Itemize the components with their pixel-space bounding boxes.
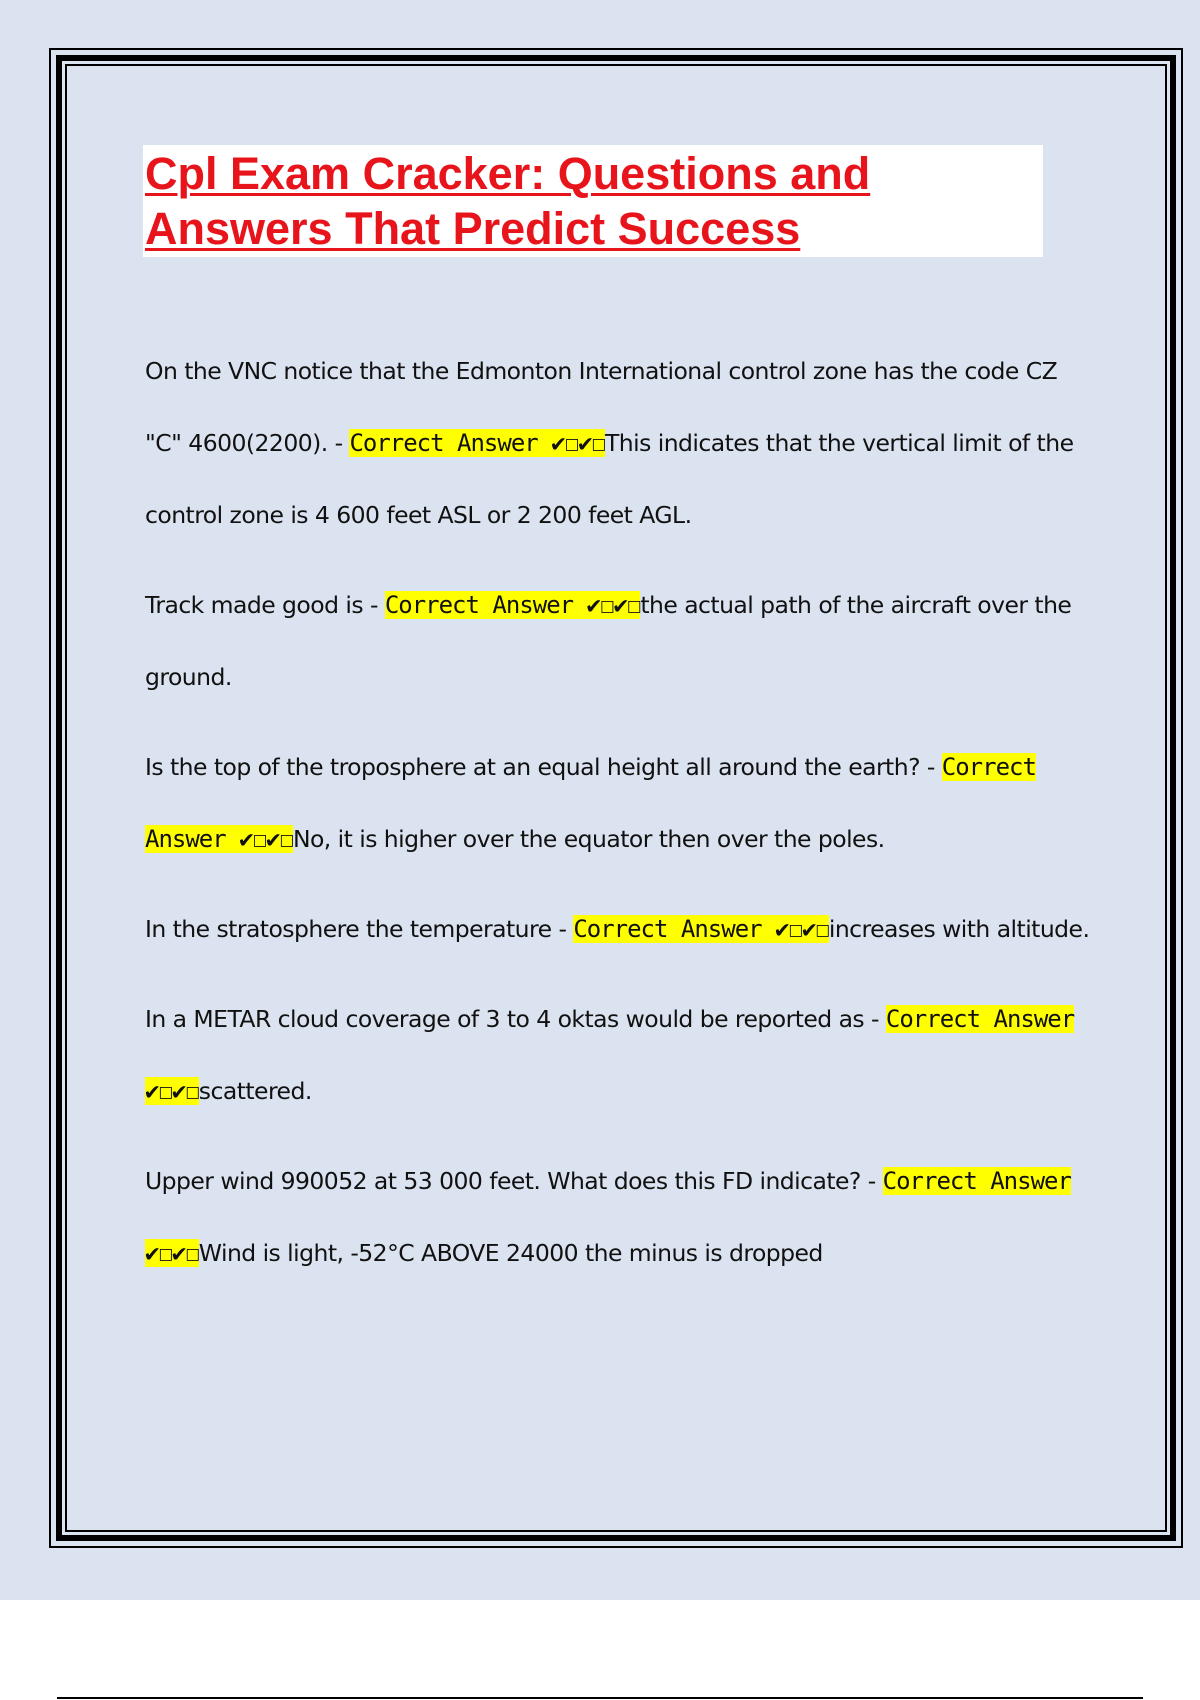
answer-text: the actual path of the aircraft over the ground. <box>145 591 1072 691</box>
question-text: Upper wind 990052 at 53 000 feet. What does this FD indicate? - <box>145 1167 883 1195</box>
answer-text: increases with altitude. <box>828 915 1090 943</box>
qa-item <box>145 893 1090 965</box>
question-text: On the VNC notice that the Edmonton International control zone has the code CZ "C" 4600(2200). - <box>145 357 1058 457</box>
qa-item <box>145 335 1090 551</box>
document-title: Cpl Exam Cracker: Questions and Answers That Predict Success <box>145 148 871 254</box>
answer-text: scattered. <box>198 1077 312 1105</box>
correct-answer-highlight: Correct Answer ✔☐✔☐ <box>145 1005 1075 1105</box>
qa-item <box>145 983 1090 1127</box>
answer-text: No, it is higher over the equator then over the poles. <box>292 825 885 853</box>
answer-text: Wind is light, -52°C ABOVE 24000 the minus is dropped <box>198 1239 823 1267</box>
answer-text: This indicates that the vertical limit of the control zone is 4 600 feet ASL or 2 200 feet AGL. <box>145 429 1074 529</box>
question-text: Is the top of the troposphere at an equal height all around the earth? - <box>145 753 942 781</box>
correct-answer-highlight: Correct Answer ✔☐✔☐ <box>349 429 605 457</box>
correct-answer-highlight: Correct Answer ✔☐✔☐ <box>384 591 641 619</box>
correct-answer-highlight: Correct Answer ✔☐✔☐ <box>573 915 829 943</box>
correct-answer-highlight: Correct Answer ✔☐✔☐ <box>145 753 1036 853</box>
qa-item <box>145 731 1090 875</box>
footer-divider <box>57 1697 1143 1699</box>
question-text: Track made good is - <box>145 591 385 619</box>
correct-answer-highlight: Correct Answer ✔☐✔☐ <box>145 1167 1071 1267</box>
qa-item <box>145 569 1090 713</box>
question-text: In the stratosphere the temperature - <box>145 915 574 943</box>
qa-list <box>145 335 1090 1307</box>
question-text: In a METAR cloud coverage of 3 to 4 oktas would be reported as - <box>145 1005 886 1033</box>
qa-item <box>145 1145 1090 1289</box>
